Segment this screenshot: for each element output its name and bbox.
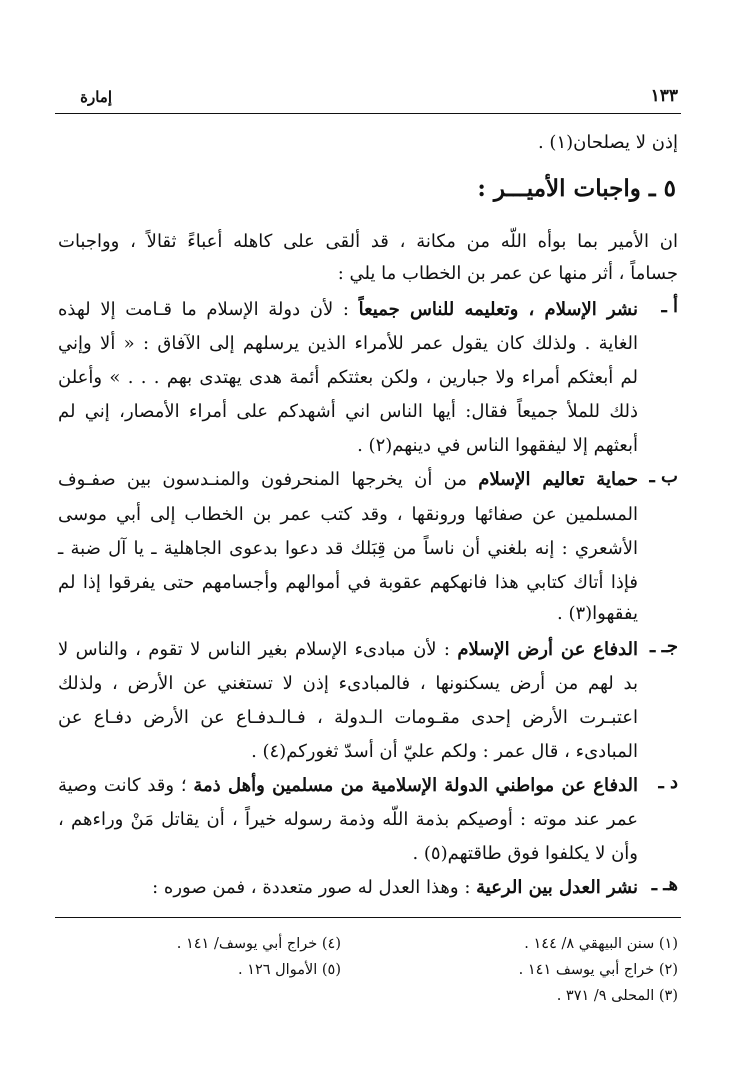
item-line: بد لهم من أرض يسكنونها ، فالمبادىء إذن لا تستغني عن الأرض ، ولذلك bbox=[58, 673, 638, 694]
footnote: (٤) خراج أبي يوسف/ ١٤١ . bbox=[176, 936, 341, 952]
item-text: : وهذا العدل له صور متعددة ، فمن صوره : bbox=[152, 877, 477, 898]
item-title: الدفاع عن مواطني الدولة الإسلامية من مسلمين وأهل ذمة bbox=[193, 775, 638, 796]
footnote: (٥) الأموال ١٢٦ . bbox=[237, 962, 341, 978]
paragraph-line: ان الأمير بما بوأه اللّه من مكانة ، قد ألقى على كاهله أعباءً ثقالاً ، وواجبات bbox=[58, 231, 678, 252]
item-line: وأن لا يكلفوا فوق طاقتهم(٥) . bbox=[412, 843, 638, 864]
item-marker: جـ ـ bbox=[650, 636, 678, 657]
item-title: نشر الإسلام ، وتعليمه للناس جميعاً bbox=[358, 299, 638, 320]
item-text: من أن يخرجها المنحرفون والمنـدسون بين صفـوف bbox=[58, 469, 479, 490]
item-text: : لأن مبادىء الإسلام بغير الناس لا تقوم ، والناس لا bbox=[58, 639, 458, 660]
footnote: (١) سنن البيهقي ٨/ ١٤٤ . bbox=[524, 936, 678, 952]
item-line: الغاية . ولذلك كان يقول عمر للأمراء الذين يرسلهم إلى الآفاق : « ألا وإني bbox=[58, 333, 638, 354]
footnote-divider bbox=[55, 917, 681, 918]
item-first-line bbox=[58, 296, 638, 324]
section-number: ٥ ـ bbox=[648, 175, 676, 202]
item-first-line bbox=[58, 772, 638, 800]
item-marker: أ ـ bbox=[661, 296, 678, 317]
item-line: المسلمين عن صفائها ورونقها ، وقد كتب عمر بن الخطاب إلى أبي موسى bbox=[58, 504, 638, 525]
item-marker: ب ـ bbox=[649, 466, 678, 487]
footnote: (٢) خراج أبي يوسف ١٤١ . bbox=[518, 962, 678, 978]
item-line: أبعثهم إلا ليفقهوا الناس في دينهم(٢) . bbox=[357, 435, 638, 456]
running-header-title: إمارة bbox=[80, 88, 112, 106]
item-line: يفقهوا(٣) . bbox=[557, 603, 638, 624]
item-line: فإذا أتاك كتابي هذا فانهكهم عقوبة في أموالهم وأجسامهم حتى يفرقوا إذا لم bbox=[58, 572, 638, 593]
item-line: عمر عند موته : أوصيكم بذمة اللّه وذمة رسوله خيراً ، أن يقاتل مَنْ وراءهم ، bbox=[58, 809, 638, 830]
item-line: الأشعري : إنه بلغني أن ناساً من قِبَلك قد دعوا بدعوى الجاهلية ـ يا آل ضبة ـ bbox=[58, 538, 638, 559]
paragraph-line: جساماً ، أثر منها عن عمر بن الخطاب ما يلي : bbox=[337, 263, 678, 284]
page-number: ١٣٣ bbox=[650, 86, 678, 106]
item-first-line bbox=[58, 466, 638, 494]
section-title: واجبات الأميـــر : bbox=[477, 175, 641, 202]
item-line: لم أبعثكم أمراء ولا جبارين ، ولكن بعثتكم أئمة هدى يهتدى بهم . . . » وأعلن bbox=[58, 367, 638, 388]
footnote: (٣) المحلى ٩/ ٣٧١ . bbox=[556, 988, 678, 1004]
item-first-line bbox=[58, 636, 638, 664]
item-marker: هـ ـ bbox=[651, 874, 678, 895]
item-line: ذلك للملأ جميعاً فقال: أيها الناس اني أشهدكم على أمراء الأمصار، إني لم bbox=[58, 401, 638, 422]
item-text: ؛ وقد كانت وصية bbox=[58, 775, 194, 796]
item-marker: د ـ bbox=[658, 772, 678, 793]
item-first-line bbox=[58, 874, 638, 902]
item-line: اعتبـرت الأرض إحدى مقـومات الـدولة ، فـالـدفـاع عن الأرض دفـاع عن bbox=[58, 707, 638, 728]
item-line: المبادىء ، قال عمر : ولكم عليّ أن أسدّ ثغوركم(٤) . bbox=[251, 741, 638, 762]
item-title: نشر العدل بين الرعية bbox=[476, 877, 638, 898]
intro-line: إذن لا يصلحان(١) . bbox=[537, 132, 678, 153]
item-title: حماية تعاليم الإسلام bbox=[478, 469, 638, 490]
item-title: الدفاع عن أرض الإسلام bbox=[457, 639, 638, 660]
section-heading bbox=[477, 175, 676, 202]
header-divider bbox=[55, 113, 681, 114]
item-text: : لأن دولة الإسلام ما قـامت إلا لهذه bbox=[58, 299, 359, 320]
